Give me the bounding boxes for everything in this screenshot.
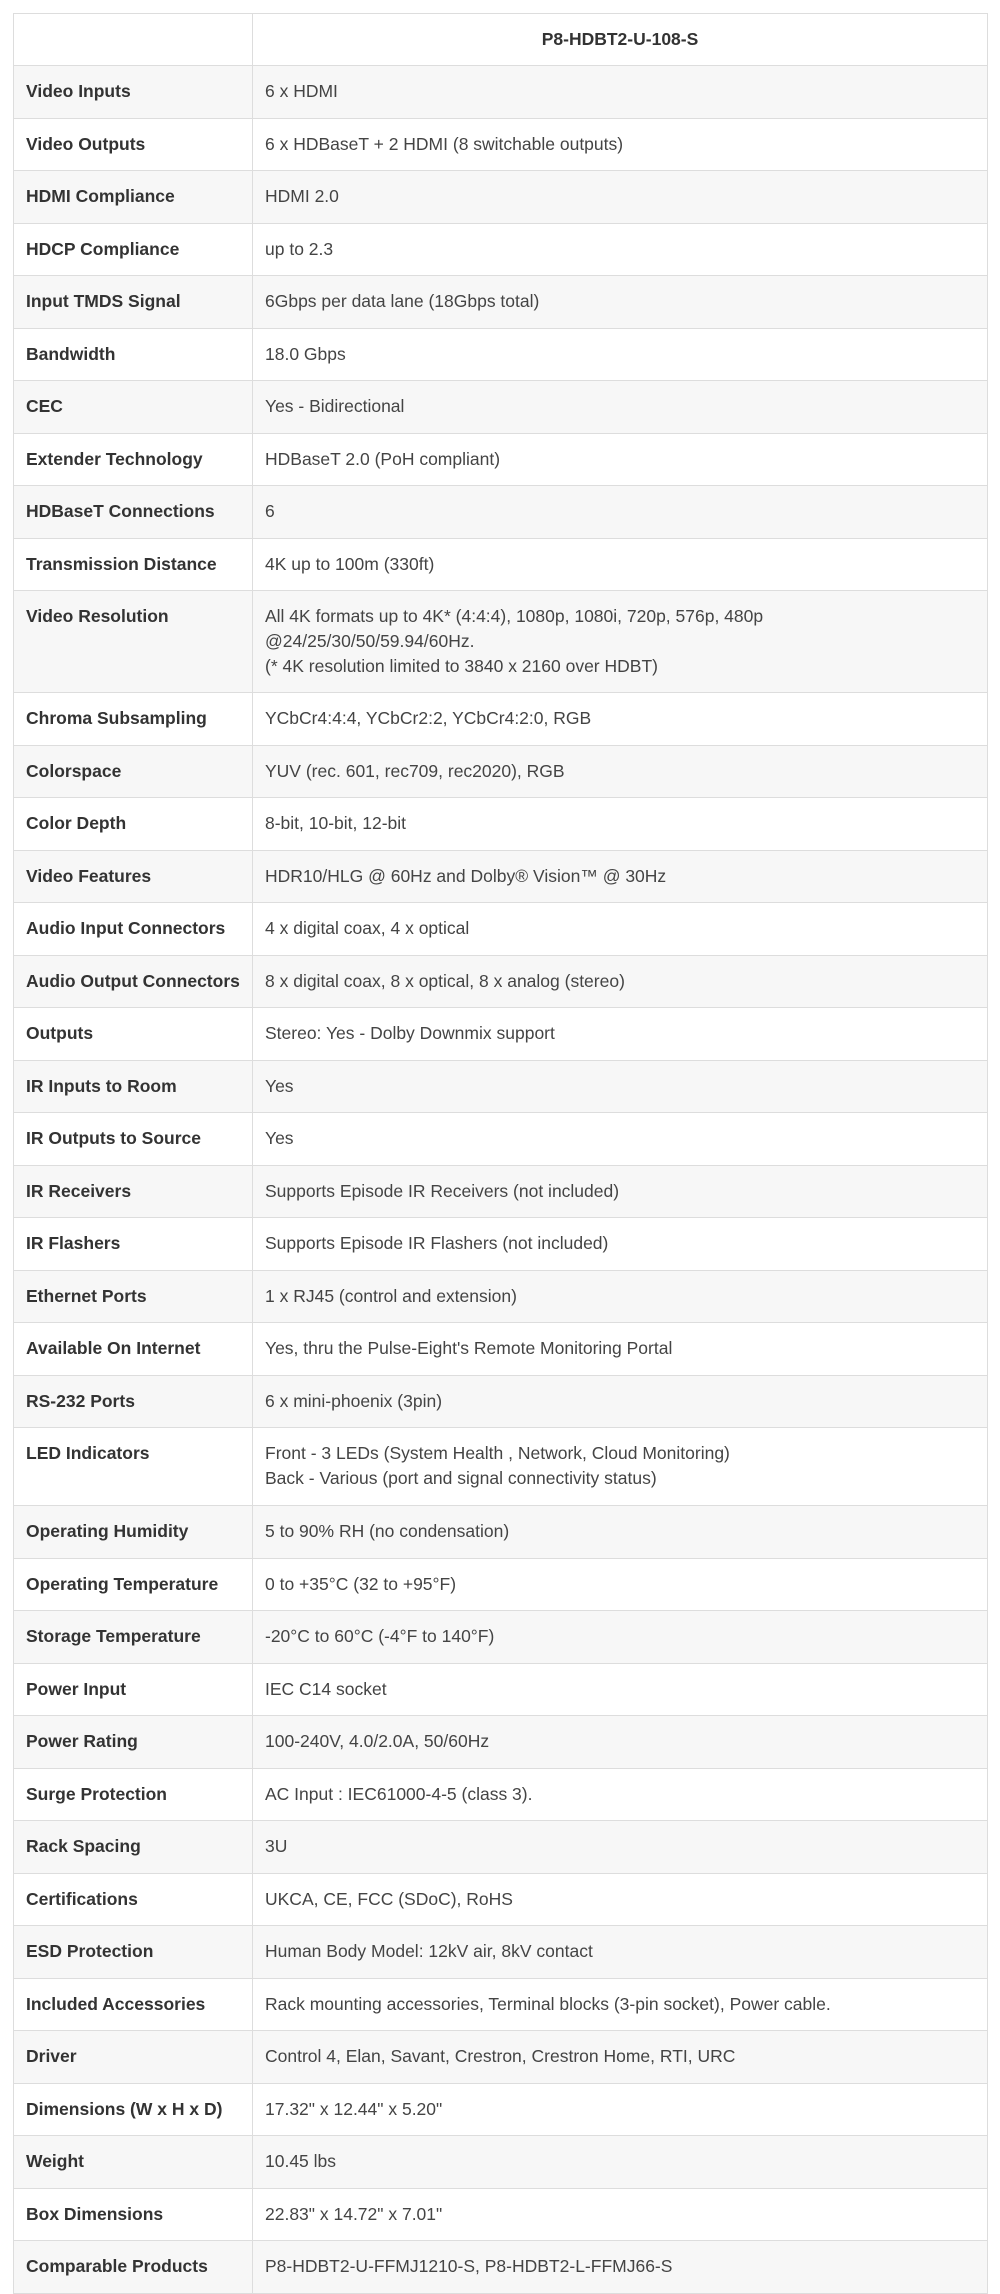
spec-row (14, 1008, 988, 1061)
spec-label: Chroma Subsampling (14, 693, 253, 746)
spec-value-line: Front - 3 LEDs (System Health , Network, Cloud Monitoring) (265, 1443, 730, 1463)
header-row (14, 14, 988, 66)
spec-label: Operating Temperature (14, 1558, 253, 1611)
spec-value-line: 10.45 lbs (265, 2151, 337, 2171)
spec-value (253, 1926, 988, 1979)
spec-label: Driver (14, 2031, 253, 2084)
spec-value-line: YCbCr4:4:4, YCbCr2:2, YCbCr4:2:0, RGB (265, 708, 592, 728)
spec-label: IR Receivers (14, 1165, 253, 1218)
spec-value (253, 1060, 988, 1113)
spec-value-line: HDR10/HLG @ 60Hz and Dolby® Vision™ @ 30Hz (265, 865, 667, 886)
spec-value-line: up to 2.3 (265, 238, 334, 259)
spec-value-line: 8 x digital coax, 8 x optical, 8 x analog (stereo) (265, 970, 625, 991)
spec-row (14, 1506, 988, 1559)
spec-value-line: 18.0 Gbps (265, 343, 346, 364)
spec-value (253, 850, 988, 903)
spec-value (253, 693, 988, 746)
spec-row (14, 276, 988, 329)
spec-row (14, 118, 988, 171)
spec-value (253, 591, 988, 693)
spec-value-line: UKCA, CE, FCC (SDoC), RoHS (265, 1888, 513, 1909)
spec-label: Rack Spacing (14, 1821, 253, 1874)
spec-value (253, 1113, 988, 1166)
spec-row (14, 1821, 988, 1874)
spec-label: Power Rating (14, 1716, 253, 1769)
spec-value (253, 1506, 988, 1559)
spec-label: Included Accessories (14, 1978, 253, 2031)
spec-value (253, 381, 988, 434)
spec-value-line: 3U (265, 1836, 288, 1856)
spec-value-line: 4 x digital coax, 4 x optical (265, 918, 470, 938)
spec-value-line: 100-240V, 4.0/2.0A, 50/60Hz (265, 1731, 490, 1751)
spec-value-line: Supports Episode IR Flashers (not included) (265, 1233, 609, 1253)
spec-value-line: YUV (rec. 601, rec709, rec2020), RGB (265, 760, 565, 781)
spec-value-line: Human Body Model: 12kV air, 8kV contact (265, 1941, 593, 1961)
spec-row (14, 1113, 988, 1166)
spec-row (14, 1663, 988, 1716)
spec-row (14, 2083, 988, 2136)
spec-value-line: 5 to 90% RH (no condensation) (265, 1521, 510, 1541)
spec-value-line: -20°C to 60°C (-4°F to 140°F) (265, 1626, 495, 1646)
spec-value-line: 6 x mini-phoenix (3pin) (265, 1390, 443, 1411)
spec-value (253, 118, 988, 171)
spec-row (14, 850, 988, 903)
spec-row (14, 1375, 988, 1428)
spec-label: Video Outputs (14, 118, 253, 171)
spec-row (14, 2136, 988, 2189)
spec-value-line: 6 x HDMI (265, 81, 338, 101)
spec-label: Weight (14, 2136, 253, 2189)
spec-value (253, 328, 988, 381)
spec-value (253, 1978, 988, 2031)
spec-label: IR Outputs to Source (14, 1113, 253, 1166)
spec-value-line: All 4K formats up to 4K* (4:4:4), 1080p, 1080i, 720p, 576p, 480p @24/25/30/50/59.94/60Hz. (265, 606, 764, 651)
spec-row (14, 1873, 988, 1926)
spec-value (253, 538, 988, 591)
spec-row (14, 223, 988, 276)
spec-value (253, 2031, 988, 2084)
spec-value-line: Stereo: Yes - Dolby Downmix support (265, 1023, 555, 1043)
spec-value (253, 1323, 988, 1376)
spec-label: Transmission Distance (14, 538, 253, 591)
spec-label: Extender Technology (14, 433, 253, 486)
spec-row (14, 2031, 988, 2084)
spec-value (253, 1873, 988, 1926)
spec-value-line: Yes, thru the Pulse-Eight's Remote Monitoring Portal (265, 1338, 673, 1358)
spec-row (14, 1558, 988, 1611)
spec-value-line: HDMI 2.0 (265, 186, 339, 206)
spec-value (253, 2083, 988, 2136)
spec-row (14, 538, 988, 591)
spec-row (14, 903, 988, 956)
spec-value-line: 0 to +35°C (32 to +95°F) (265, 1573, 457, 1594)
spec-value-line: P8-HDBT2-U-FFMJ1210-S, P8-HDBT2-L-FFMJ66-S (265, 2256, 673, 2276)
spec-row (14, 798, 988, 851)
spec-row (14, 2241, 988, 2294)
spec-label: RS-232 Ports (14, 1375, 253, 1428)
spec-row (14, 1611, 988, 1664)
spec-value-line: IEC C14 socket (265, 1678, 387, 1699)
spec-label: Video Features (14, 850, 253, 903)
spec-value-line: HDBaseT 2.0 (PoH compliant) (265, 448, 501, 469)
spec-label: Color Depth (14, 798, 253, 851)
spec-value-line: 1 x RJ45 (control and extension) (265, 1285, 517, 1306)
spec-value (253, 486, 988, 539)
spec-label: Box Dimensions (14, 2188, 253, 2241)
spec-label: IR Inputs to Room (14, 1060, 253, 1113)
spec-label: Input TMDS Signal (14, 276, 253, 329)
spec-label: HDMI Compliance (14, 171, 253, 224)
spec-value (253, 1716, 988, 1769)
spec-value (253, 2136, 988, 2189)
spec-value-line: 17.32" x 12.44" x 5.20" (265, 2098, 443, 2119)
spec-label: Available On Internet (14, 1323, 253, 1376)
spec-value-line: Yes (265, 1075, 294, 1096)
spec-value (253, 798, 988, 851)
spec-value (253, 1611, 988, 1664)
spec-row (14, 171, 988, 224)
spec-value-line: Control 4, Elan, Savant, Crestron, Crestron Home, RTI, URC (265, 2046, 736, 2066)
product-model-header: P8-HDBT2-U-108-S (253, 14, 988, 66)
spec-value-line: Rack mounting accessories, Terminal blocks (3-pin socket), Power cable. (265, 1993, 831, 2014)
spec-row (14, 66, 988, 119)
spec-row (14, 1270, 988, 1323)
spec-value (253, 1768, 988, 1821)
spec-row (14, 693, 988, 746)
spec-value (253, 171, 988, 224)
spec-value-line: 4K up to 100m (330ft) (265, 553, 435, 574)
spec-label: Operating Humidity (14, 1506, 253, 1559)
spec-value-line: Supports Episode IR Receivers (not included) (265, 1180, 620, 1201)
spec-value (253, 1428, 988, 1506)
spec-value-line: 6 x HDBaseT + 2 HDMI (8 switchable outputs) (265, 133, 624, 154)
spec-label: Surge Protection (14, 1768, 253, 1821)
spec-value (253, 433, 988, 486)
spec-row (14, 1165, 988, 1218)
spec-value (253, 1008, 988, 1061)
spec-label: Video Inputs (14, 66, 253, 119)
spec-value (253, 1821, 988, 1874)
spec-row (14, 1716, 988, 1769)
spec-value-line: 6Gbps per data lane (18Gbps total) (265, 291, 540, 311)
spec-table-body (14, 66, 988, 2294)
spec-row (14, 381, 988, 434)
spec-label: Ethernet Ports (14, 1270, 253, 1323)
spec-row (14, 433, 988, 486)
spec-value-line: Yes (265, 1128, 294, 1148)
spec-label: Bandwidth (14, 328, 253, 381)
spec-value (253, 2188, 988, 2241)
spec-value-line: 22.83" x 14.72" x 7.01" (265, 2203, 443, 2224)
spec-value (253, 223, 988, 276)
spec-row (14, 591, 988, 693)
spec-label: Certifications (14, 1873, 253, 1926)
spec-label: Storage Temperature (14, 1611, 253, 1664)
spec-row (14, 1060, 988, 1113)
spec-row (14, 2188, 988, 2241)
spec-table-header (14, 14, 988, 66)
spec-label: Video Resolution (14, 591, 253, 693)
spec-row (14, 1218, 988, 1271)
spec-label: Dimensions (W x H x D) (14, 2083, 253, 2136)
spec-table (13, 13, 988, 2294)
spec-row (14, 1323, 988, 1376)
spec-label: HDCP Compliance (14, 223, 253, 276)
spec-row (14, 328, 988, 381)
spec-label: HDBaseT Connections (14, 486, 253, 539)
spec-value-line: 6 (265, 501, 275, 521)
spec-value (253, 1165, 988, 1218)
spec-value (253, 955, 988, 1008)
spec-row (14, 1978, 988, 2031)
spec-value-line: Back - Various (port and signal connectivity status) (265, 1468, 657, 1488)
spec-label: CEC (14, 381, 253, 434)
spec-value (253, 2241, 988, 2294)
spec-label: Outputs (14, 1008, 253, 1061)
spec-row (14, 1926, 988, 1979)
spec-value (253, 1375, 988, 1428)
spec-label: Audio Input Connectors (14, 903, 253, 956)
spec-row (14, 745, 988, 798)
spec-value (253, 903, 988, 956)
spec-value (253, 1218, 988, 1271)
spec-label: IR Flashers (14, 1218, 253, 1271)
spec-row (14, 1768, 988, 1821)
spec-value (253, 1663, 988, 1716)
spec-row (14, 955, 988, 1008)
spec-label: Colorspace (14, 745, 253, 798)
spec-row (14, 486, 988, 539)
spec-value (253, 1270, 988, 1323)
spec-label: ESD Protection (14, 1926, 253, 1979)
spec-value-line: Yes - Bidirectional (265, 396, 405, 416)
spec-label: Comparable Products (14, 2241, 253, 2294)
spec-label: Audio Output Connectors (14, 955, 253, 1008)
spec-value (253, 276, 988, 329)
spec-label: Power Input (14, 1663, 253, 1716)
spec-value-line: 8-bit, 10-bit, 12-bit (265, 813, 407, 833)
spec-value (253, 1558, 988, 1611)
spec-value (253, 745, 988, 798)
spec-label: LED Indicators (14, 1428, 253, 1506)
spec-row (14, 1428, 988, 1506)
header-corner-cell (14, 14, 253, 66)
spec-value-line: (* 4K resolution limited to 3840 x 2160 over HDBT) (265, 656, 658, 676)
spec-value (253, 66, 988, 119)
spec-value-line: AC Input : IEC61000-4-5 (class 3). (265, 1783, 533, 1804)
